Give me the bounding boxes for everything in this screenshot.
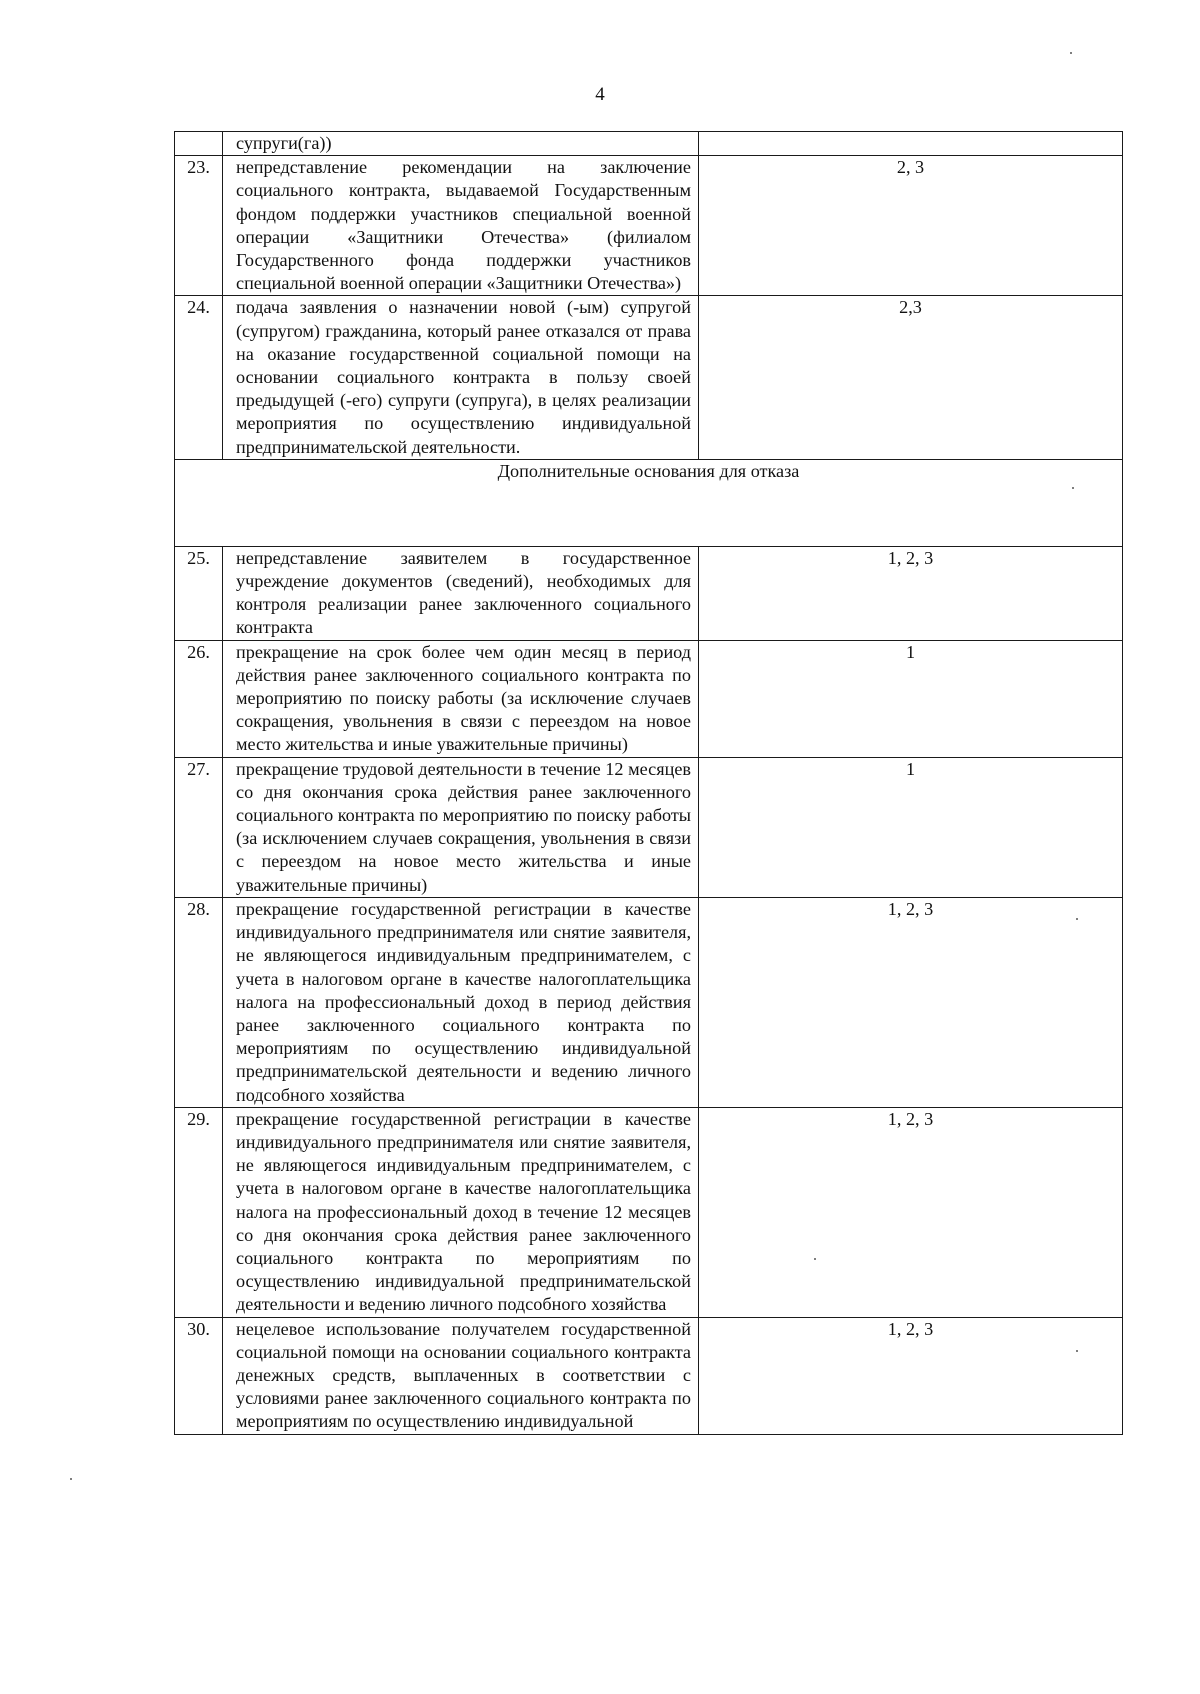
row-text-cell: подача заявления о назначении новой (-ым) супругой (супругом) гражданина, который ранее отказался от права на оказание государственной социальной помощи на основании социального контракта в пользу своей предыдущей (-его) супруги (супруга), в целях реализации мероприятия по осуществлению индивидуальной предпринимательской деятельности. bbox=[223, 296, 699, 459]
row-number-cell: 25. bbox=[175, 546, 223, 640]
row-codes-cell: 1, 2, 3 bbox=[699, 1107, 1123, 1317]
table-body-before-section bbox=[175, 156, 1123, 460]
scan-speck bbox=[1076, 918, 1078, 920]
row-number-cell: 27. bbox=[175, 757, 223, 897]
row-text-cell: супруги(га)) bbox=[223, 132, 699, 156]
row-number-cell: 29. bbox=[175, 1107, 223, 1317]
row-text-cell: прекращение на срок более чем один месяц в период действия ранее заключенного социального контракта по мероприятию по поиску работы (за исключение случаев сокращения, увольнения в связи с переездом на новое место жительства и иные уважительные причины) bbox=[223, 640, 699, 757]
row-number-cell: 23. bbox=[175, 156, 223, 296]
row-codes-cell: 2, 3 bbox=[699, 156, 1123, 296]
row-number-cell: 28. bbox=[175, 897, 223, 1107]
row-codes-cell: 1, 2, 3 bbox=[699, 897, 1123, 1107]
row-number-cell: 24. bbox=[175, 296, 223, 459]
table-row bbox=[175, 296, 1123, 459]
table-row-continuation bbox=[175, 132, 1123, 156]
scan-speck bbox=[1076, 1350, 1078, 1352]
row-text-cell: прекращение трудовой деятельности в течение 12 месяцев со дня окончания срока действия ранее заключенного социального контракта по мероприятию по поиску работы (за исключением случаев сокращения, увольнения в связи с переездом на новое место жительства и иные уважительные причины) bbox=[223, 757, 699, 897]
table-section bbox=[175, 459, 1123, 546]
row-text-cell: непредставление заявителем в государственное учреждение документов (сведений), необходимых для контроля реализации ранее заключенного социального контракта bbox=[223, 546, 699, 640]
table-row bbox=[175, 1107, 1123, 1317]
row-text-cell: прекращение государственной регистрации в качестве индивидуального предпринимателя или снятие заявителя, не являющегося индивидуальным предпринимателем, с учета в налоговом органе в качестве налогоплательщика налога на профессиональный доход в период действия ранее заключенного социального контракта по мероприятиям по осуществлению индивидуальной предпринимательской деятельности и ведению личного подсобного хозяйства bbox=[223, 897, 699, 1107]
table-body bbox=[175, 132, 1123, 156]
table-row bbox=[175, 897, 1123, 1107]
grounds-table bbox=[174, 131, 1123, 1435]
row-codes-cell: 2,3 bbox=[699, 296, 1123, 459]
table-row bbox=[175, 156, 1123, 296]
scan-speck bbox=[814, 1258, 816, 1260]
section-title: Дополнительные основания для отказа bbox=[175, 459, 1123, 546]
row-codes-cell: 1, 2, 3 bbox=[699, 1317, 1123, 1434]
table-row bbox=[175, 757, 1123, 897]
row-codes-cell: 1, 2, 3 bbox=[699, 546, 1123, 640]
row-number-cell: 30. bbox=[175, 1317, 223, 1434]
table-row bbox=[175, 1317, 1123, 1434]
row-codes-cell bbox=[699, 132, 1123, 156]
row-codes-cell: 1 bbox=[699, 640, 1123, 757]
row-number-cell: 26. bbox=[175, 640, 223, 757]
row-text-cell: нецелевое использование получателем государственной социальной помощи на основании социального контракта денежных средств, выплаченных в соответствии с условиями ранее заключенного социального контракта по мероприятиям по осуществлению индивидуальной bbox=[223, 1317, 699, 1434]
table-row bbox=[175, 640, 1123, 757]
scan-speck bbox=[1072, 487, 1074, 489]
row-number-cell bbox=[175, 132, 223, 156]
table-row bbox=[175, 546, 1123, 640]
scan-speck bbox=[70, 1478, 72, 1480]
row-text-cell: прекращение государственной регистрации в качестве индивидуального предпринимателя или снятие заявителя, не являющегося индивидуальным предпринимателем, с учета в налоговом органе в качестве налогоплательщика налога на профессиональный доход в течение 12 месяцев со дня окончания срока действия ранее заключенного социального контракта по мероприятиям по осуществлению индивидуальной предпринимательской деятельности и ведению личного подсобного хозяйства bbox=[223, 1107, 699, 1317]
row-codes-cell: 1 bbox=[699, 757, 1123, 897]
section-header-row bbox=[175, 459, 1123, 546]
table-body-after-section bbox=[175, 546, 1123, 1434]
scan-speck bbox=[1070, 52, 1072, 54]
row-text-cell: непредставление рекомендации на заключение социального контракта, выдаваемой Государственным фондом поддержки участников специальной военной операции «Защитники Отечества» (филиалом Государственного фонда поддержки участников специальной военной операции «Защитники Отечества») bbox=[223, 156, 699, 296]
page-number: 4 bbox=[595, 84, 605, 105]
